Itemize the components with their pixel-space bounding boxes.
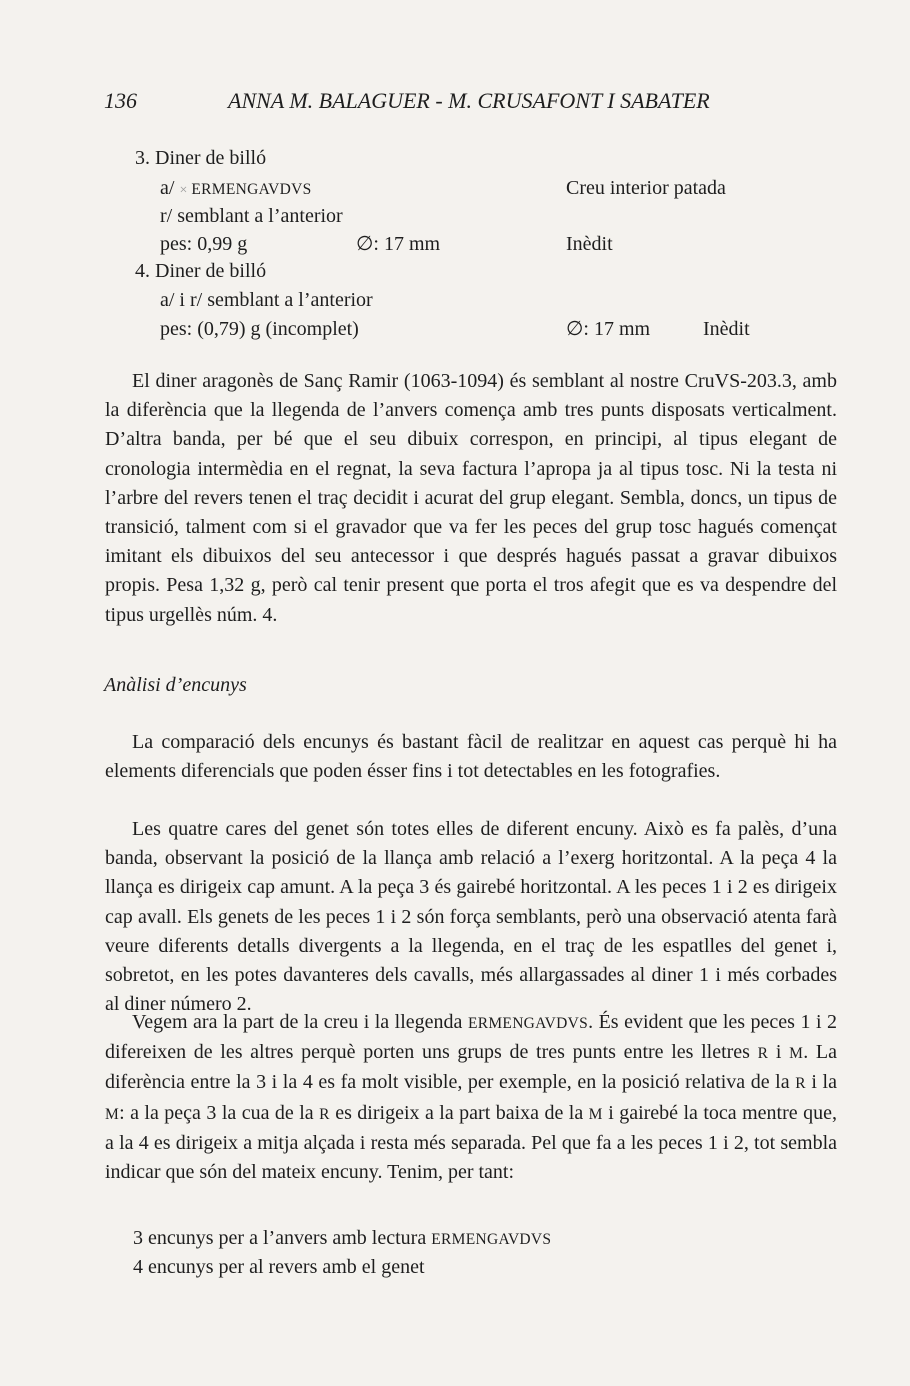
text-run: es dirigeix a la part baixa de la — [329, 1101, 589, 1124]
paragraph-comparison: La comparació dels encunys és bastant fàcil de realitzar en aquest cas perquè hi ha elements diferencials que poden ésser fins i tot detectables en les fotografies. — [105, 731, 837, 783]
item4-status: Inèdit — [703, 318, 750, 340]
legend-smallcaps: ERMENGAVDVS — [467, 1015, 589, 1032]
letter-smallcaps: R — [319, 1105, 330, 1123]
running-title: ANNA M. BALAGUER - M. CRUSAFONT I SABATER — [228, 88, 710, 113]
page-number: 136 — [104, 88, 137, 113]
text-run: Vegem ara la part de la creu i la llegenda — [132, 1011, 468, 1033]
item4-weight: pes: (0,79) g (incomplet) — [160, 318, 359, 340]
item4-title: 4. Diner de billó — [135, 260, 267, 282]
item4-diameter: ∅: 17 mm — [566, 318, 651, 340]
item3-reverse: r/ semblant a l’anterior — [160, 205, 343, 227]
item3-weight: pes: 0,99 g — [160, 233, 248, 255]
letter-smallcaps: M — [105, 1105, 120, 1123]
item3-obverse-prefix: a/ — [160, 177, 175, 199]
text-run: . És evident que les peces 1 i 2 difereixen de les altres perquè porten uns grups de tres punts entre les lletres — [105, 1011, 838, 1064]
item3-obverse-type: Creu interior patada — [566, 177, 726, 199]
paragraph-cross-legend — [105, 1008, 837, 1187]
summary-line-reverse: 4 encunys per al revers amb el genet — [133, 1256, 425, 1278]
item3-title: 3. Diner de billó — [135, 147, 267, 169]
legend-smallcaps: ERMENGAVDVS — [431, 1231, 552, 1248]
item4-sides: a/ i r/ semblant a l’anterior — [160, 289, 373, 311]
text-run: i gairebé la toca mentre que, a la 4 es dirigeix a mitja alçada i resta més separada. Pel que fa a les peces 1 i 2, tot sembla indicar que són del mateix encuny. Tenim, per tant: — [105, 1101, 837, 1184]
letter-smallcaps: R — [757, 1045, 769, 1063]
paragraph-rider-faces: Les quatre cares del genet són totes elles de diferent encuny. Això es fa palès, d’una banda, observant la posició de la llança amb relació a l’exerg horitzontal. A la peça 4 la llança es dirigeix cap amunt. A la peça 3 és gairebé horitzontal. A les peces 1 i 2 es dirigeix cap avall. Els genets de les peces 1 i 2 són força semblants, però una observació atenta farà veure diferents detalls divergents a la llegenda, en el traç de les espatlles del genet i, sobretot, en les potes davanteres dels cavalls, més allargassades al diner 1 i més corbades al diner número 2. — [105, 818, 837, 1016]
item3-status: Inèdit — [566, 233, 613, 255]
text-run: i la — [805, 1071, 837, 1094]
text-run: i — [768, 1041, 790, 1064]
letter-smallcaps: M — [588, 1105, 603, 1123]
letter-smallcaps: R — [795, 1075, 806, 1093]
item3-obverse-legend: ERMENGAVDVS — [191, 181, 312, 198]
paragraph-sanc-ramir: El diner aragonès de Sanç Ramir (1063-1094) és semblant al nostre CruVS-203.3, amb la diferència que la llegenda de l’anvers comença amb tres punts disposats verticalment. D’altra banda, per bé que el seu dibuix correspon, en principi, al tipus elegant de cronologia intermèdia en el regnat, la seva factura l’apropa ja al tipus tosc. Ni la testa ni l’arbre del revers tenen el traç decidit i acurat del grup elegant. Sembla, doncs, un tipus de transició, talment com si el gravador que va fer les peces del grup tosc hagués començat imitant els dibuixos del seu antecessor i que després hagués passat a gravar dibuixos propis. Pesa 1,32 g, però cal tenir present que porta el tros afegit que es va despendre del tipus urgellès núm. 4. — [105, 370, 837, 626]
cross-mark-icon: × — [179, 183, 188, 198]
summary-text: 3 encunys per a l’anvers amb lectura — [133, 1227, 432, 1249]
text-run: . La diferència entre la 3 i la 4 es fa molt visible, per exemple, en la posició relativa de la — [105, 1041, 838, 1094]
letter-smallcaps: M — [789, 1045, 804, 1063]
summary-line-obverse — [133, 1227, 551, 1250]
section-heading: Anàlisi d’encunys — [104, 674, 247, 696]
item3-diameter: ∅: 17 mm — [356, 233, 441, 255]
text-run: : a la peça 3 la cua de la — [119, 1101, 320, 1124]
item3-obverse — [160, 174, 311, 205]
